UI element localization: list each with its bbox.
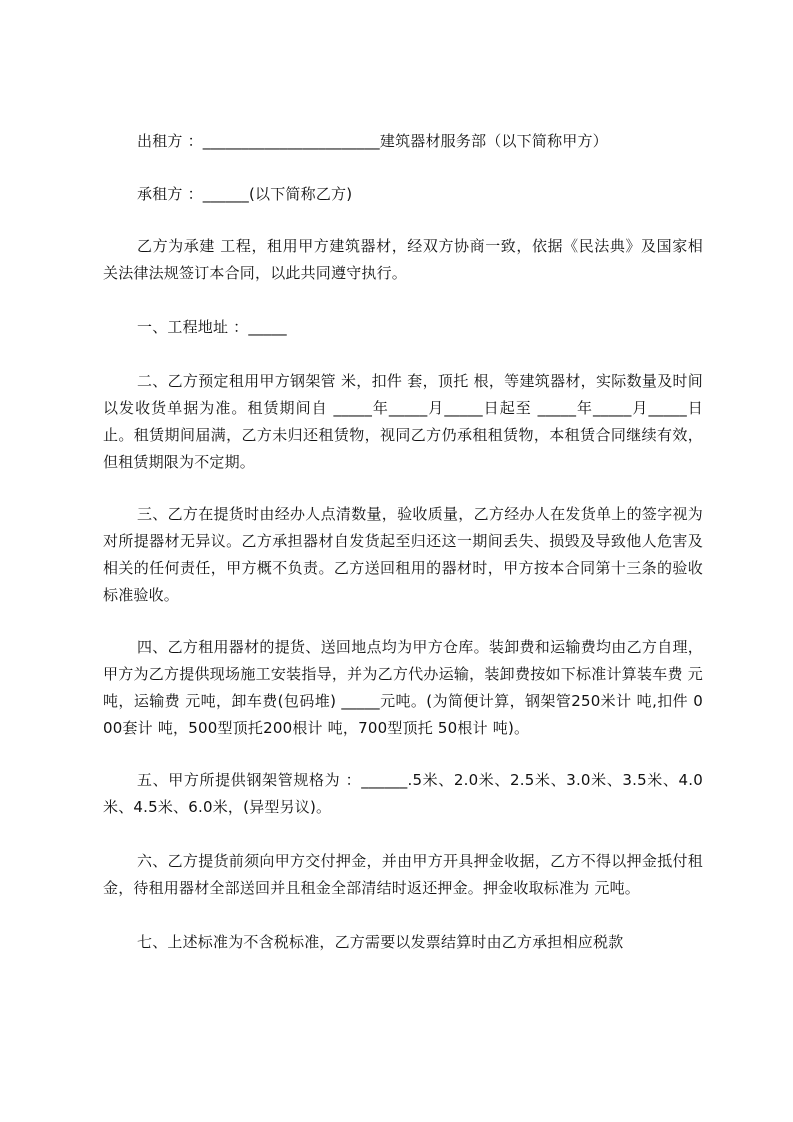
clause-4: 四、乙方租用器材的提货、送回地点均为甲方仓库。装卸费和运输费均由乙方自理，甲方为乙方提供现场施工安装指导，并为乙方代办运输，装卸费按如下标准计算装车费 元吨，运输费 元吨，卸车费(包码堆) _____元吨。(为简便计算，钢架管250米计 吨,扣件 000套计 吨，500型顶托200根计 吨，700型顶托 50根计 吨)。 bbox=[103, 638, 703, 737]
lessee-line: 承租方 ：______(以下简称乙方) bbox=[137, 185, 353, 203]
clause-2: 二、乙方预定租用甲方钢架管 米，扣件 套，顶托 根，等建筑器材，实际数量及时间以发收货单据为准。租赁期间自 _____年_____月_____日起至 _____年_____月_____日止。租赁期间届满，乙方未归还租赁物，视同乙方仍承租租赁物，本租赁合同继续有效，但租赁期限为不定期。 bbox=[103, 372, 703, 471]
clause-3: 三、乙方在提货时由经办人点清数量，验收质量，乙方经办人在发货单上的签字视为对所提器材无异议。乙方承担器材自发货起至归还这一期间丢失、损毁及导致他人危害及相关的任何责任，甲方概不负责。乙方送回租用的器材时，甲方按本合同第十三条的验收标准验收。 bbox=[103, 505, 703, 604]
intro-paragraph: 乙方为承建 工程，租用甲方建筑器材，经双方协商一致，依据《民法典》及国家相关法律法规签订本合同，以此共同遵守执行。 bbox=[103, 237, 703, 282]
clause-5: 五、甲方所提供钢架管规格为 ：______.5米、2.0米、2.5米、3.0米、3.5米、4.0米、4.5米、6.0米，(异型另议)。 bbox=[103, 771, 703, 816]
lessor-line: 出租方 ：_______________________建筑器材服务部（以下简称甲方） bbox=[137, 132, 608, 150]
clause-1: 一、工程地址 ：_____ bbox=[137, 318, 287, 336]
clause-7: 七、上述标准为不含税标准，乙方需要以发票结算时由乙方承担相应税款 bbox=[137, 933, 624, 951]
clause-6: 六、乙方提货前须向甲方交付押金，并由甲方开具押金收据，乙方不得以押金抵付租金，待租用器材全部送回并且租金全部清结时返还押金。押金收取标准为 元吨。 bbox=[103, 852, 703, 897]
